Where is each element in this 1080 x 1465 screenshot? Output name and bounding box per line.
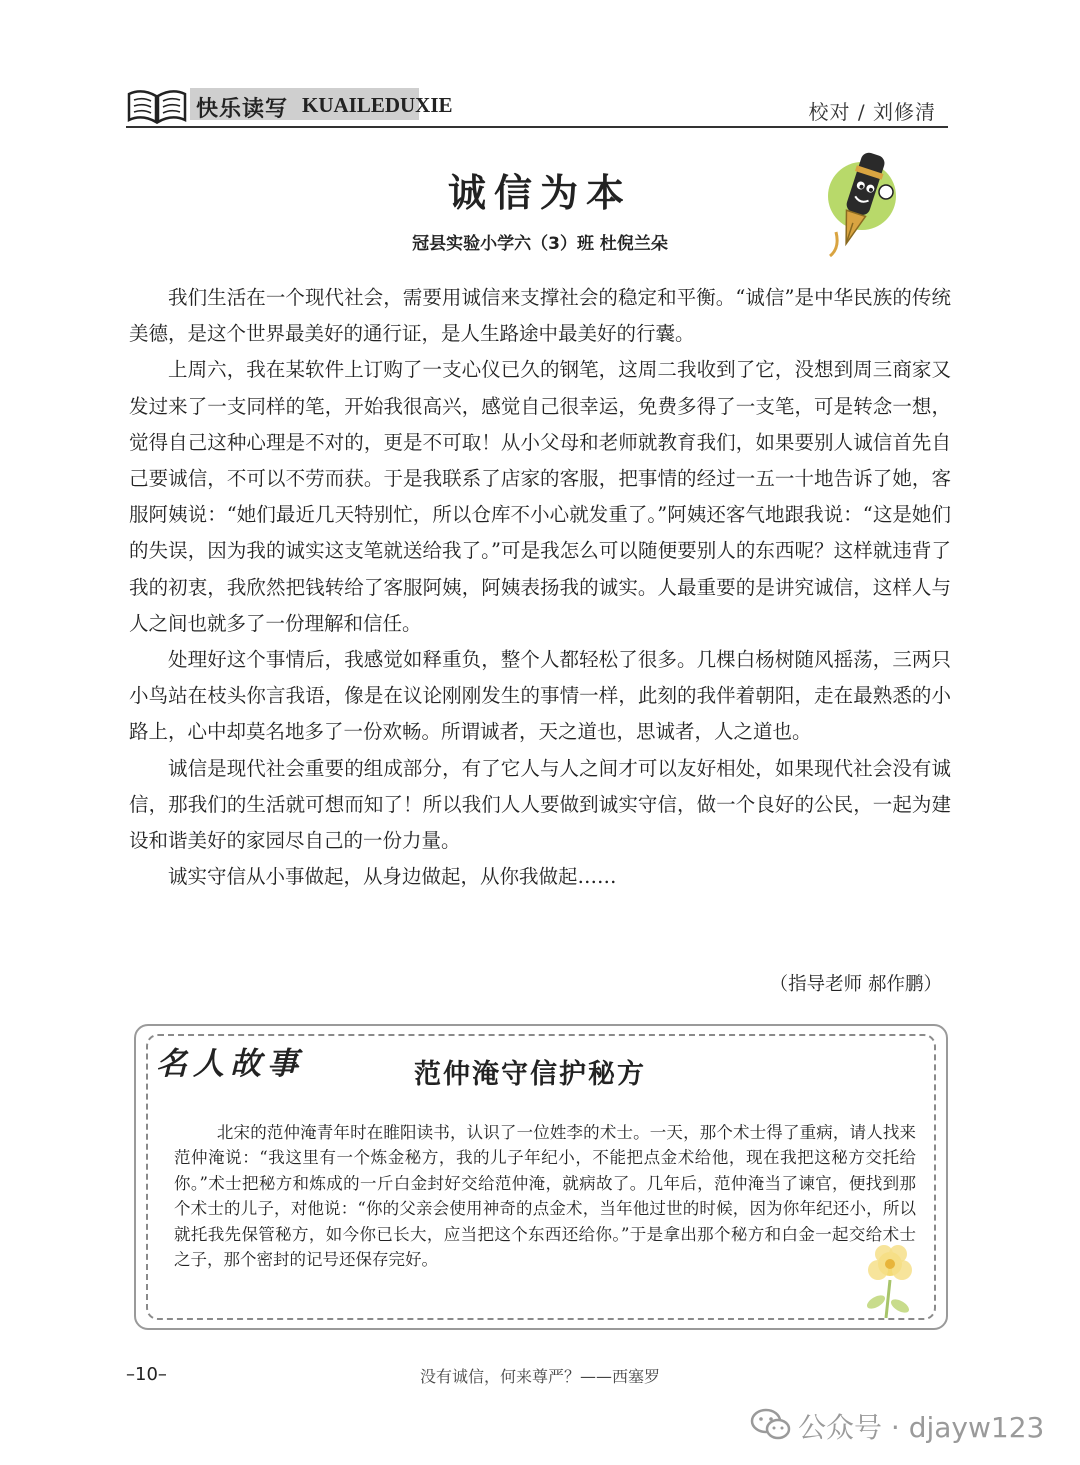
story-box-title: 范仲淹守信护秘方: [414, 1059, 646, 1090]
article-body: [129, 280, 951, 895]
pen-mascot-icon: [820, 146, 900, 262]
story-box-label: 名人故事: [156, 1046, 304, 1082]
book-icon: [126, 84, 188, 124]
watermark: [750, 1404, 1050, 1444]
header-rule: [126, 126, 948, 128]
instructor-credit: （指导老师 郝作鹏）: [769, 974, 942, 995]
wechat-icon: [750, 1408, 792, 1440]
page-header: [126, 82, 948, 128]
article-author: 冠县实验小学六（3）班 杜倪兰朵: [412, 234, 668, 254]
watermark-text: 公众号 · djayw123: [798, 1411, 1045, 1444]
column-title-en: KUAILEDUXIE: [302, 93, 453, 117]
proofreader: 校对 / 刘修清: [808, 100, 936, 124]
article-paragraph: 诚实守信从小事做起，从身边做起，从你我做起……: [168, 865, 617, 889]
column-title-cn: 快乐读写: [196, 97, 289, 122]
footer-quote: 没有诚信，何来尊严？——西塞罗: [419, 1367, 660, 1386]
article-title: 诚信为本: [447, 171, 632, 215]
story-box-text: [174, 1120, 916, 1272]
article-paragraph: 上周六，我在某软件上订购了一支心仪已久的钢笔，这周二我收到了它，没想到周三商家又发过来了一支同样的笔，开始我很高兴，感觉自己很幸运，免费多得了一支笔，可是转念一想，觉得自己这种心理是不对的，更是不可取！从小父母和老师就教育我们，如果要别人诚信首先自己要诚信，不可以不劳而获。于是我联系了店家的客服，把事情的经过一五一十地告诉了她，客服阿姨说：“她们最近几天特别忙，所以仓库不小心就发重了。”阿姨还客气地跟我说：“这是她们的失误，因为我的诚实这支笔就送给我了。”可是我怎么可以随便要别人的东西呢？这样就违背了我的初衷，我欣然把钱转给了客服阿姨，阿姨表扬我的诚实。人最重要的是讲究诚信，这样人与人之间也就多了一份理解和信任。: [129, 358, 951, 635]
page-number: –10–: [126, 1364, 167, 1385]
article-paragraph: 诚信是现代社会重要的组成部分，有了它人与人之间才可以友好相处，如果现代社会没有诚信，那我们的生活就可想而知了！所以我们人人要做到诚实守信，做一个良好的公民，一起为建设和谐美好的家园尽自己的一份力量。: [129, 756, 951, 853]
article-paragraph: 我们生活在一个现代社会，需要用诚信来支撑社会的稳定和平衡。“诚信”是中华民族的传统美德，是这个世界最美好的通行证，是人生路途中最美好的行囊。: [129, 286, 951, 346]
flower-icon: [856, 1240, 926, 1320]
article-paragraph: 处理好这个事情后，我感觉如释重负，整个人都轻松了很多。几棵白杨树随风摇荡，三两只小鸟站在枝头你言我语，像是在议论刚刚发生的事情一样，此刻的我伴着朝阳，走在最熟悉的小路上，心中却莫名地多了一份欢畅。所谓诚者，天之道也，思诚者，人之道也。: [129, 648, 951, 744]
story-paragraph: 北宋的范仲淹青年时在睢阳读书，认识了一位姓李的术士。一天，那个术士得了重病，请人找来范仲淹说：“我这里有一个炼金秘方，我的儿子年纪小，不能把点金术给他，现在我把这秘方交托给你。”术士把秘方和炼成的一斤白金封好交给范仲淹，就病故了。几年后，范仲淹当了谏官，便找到那个术士的儿子，对他说：“你的父亲会使用神奇的点金术，当年他过世的时候，因为你年纪还小，所以就托我先保管秘方，如今你已长大，应当把这个东西还给你。”于是拿出那个秘方和白金一起交给术士之子，那个密封的记号还保存完好。: [174, 1123, 916, 1270]
